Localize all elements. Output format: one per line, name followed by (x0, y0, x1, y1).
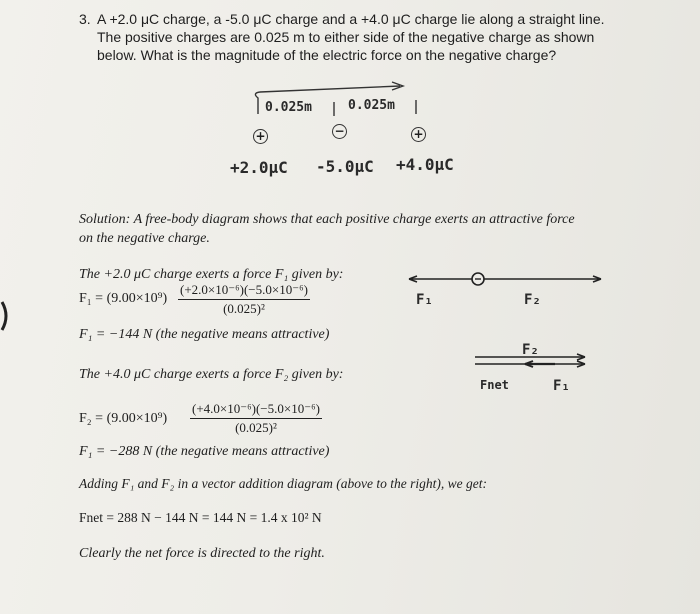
f1-result: F₁ = −144 N (the negative means attractive) (79, 327, 330, 342)
problem-line-1: A +2.0 μC charge, a -5.0 μC charge and a +4.0 μC charge lie along a straight line. (97, 11, 605, 27)
f1-intro: The +2.0 μC charge exerts a force F₁ given by: (79, 267, 344, 282)
positive-charge-1-icon: + (253, 129, 268, 144)
vector-f1-label: F₁ (553, 378, 570, 394)
charge-label-2: -5.0μC (316, 157, 374, 176)
positive-charge-2-icon: + (411, 127, 426, 142)
solution-line-2: on the negative charge. (79, 231, 210, 246)
problem-line-3: below. What is the magnitude of the electric force on the negative charge? (97, 47, 557, 63)
fbd-f2-label: F₂ (524, 292, 541, 308)
f2-intro: The +4.0 μC charge exerts a force F₂ given by: (79, 367, 344, 382)
vector-f2-label: F₂ (522, 342, 539, 358)
f2-fraction (190, 401, 322, 436)
problem-line-2: The positive charges are 0.025 m to either side of the negative charge as shown (97, 29, 595, 45)
adding-sentence: Adding F₁ and F₂ in a vector addition diagram (above to the right), we get: (79, 476, 487, 491)
distance-label-2: 0.025m (348, 98, 395, 113)
net-force-equation: Fnet = 288 N − 144 N = 144 N = 1.4 x 10² N (79, 510, 322, 525)
f1-fraction (178, 282, 310, 317)
f1-numerator: (+2.0×10⁻⁶)(−5.0×10⁻⁶) (178, 282, 310, 300)
f2-denominator: (0.025)² (235, 420, 277, 435)
problem-number: 3. (79, 11, 91, 27)
solution-line-1: Solution: A free-body diagram shows that each positive charge exerts an attractive force (79, 212, 575, 227)
f1-equation-lhs: F₁ = (9.00×10⁹) (79, 291, 168, 306)
vector-fnet-label: Fnet (480, 378, 509, 392)
f1-denominator: (0.025)² (223, 301, 265, 316)
f2-equation-lhs: F₂ = (9.00×10⁹) (79, 411, 168, 426)
f2-result: F₁ = −288 N (the negative means attractive) (79, 444, 330, 459)
f2-numerator: (+4.0×10⁻⁶)(−5.0×10⁻⁶) (190, 401, 322, 419)
charge-label-3: +4.0μC (396, 155, 454, 174)
negative-charge-icon: − (332, 124, 347, 139)
conclusion: Clearly the net force is directed to the right. (79, 546, 325, 561)
fbd-f1-label: F₁ (416, 292, 433, 308)
distance-label-1: 0.025m (265, 100, 312, 115)
charge-label-1: +2.0μC (230, 158, 288, 177)
binder-hole (0, 298, 14, 334)
